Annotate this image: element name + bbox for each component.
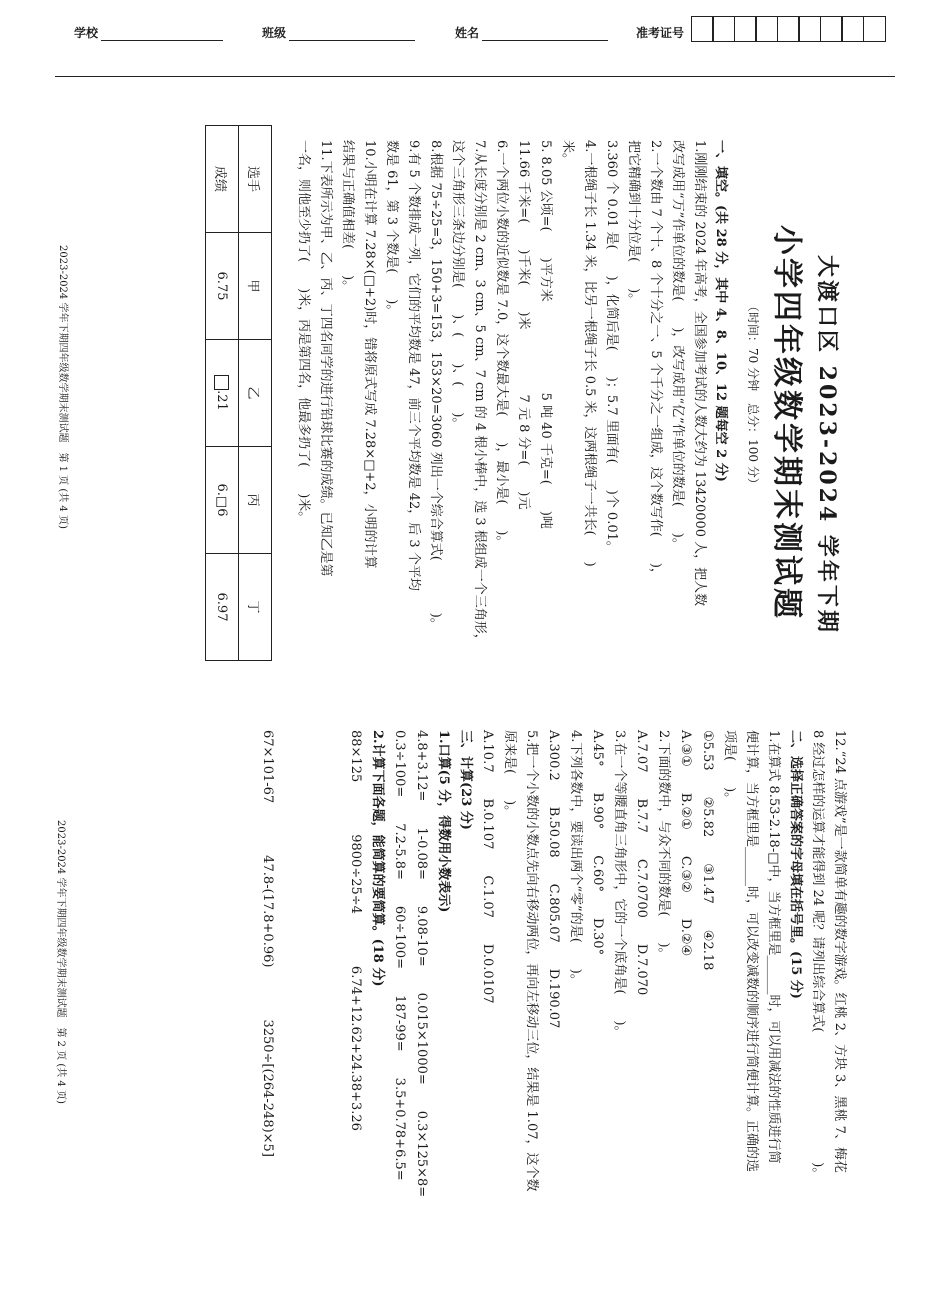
question-line: 4.下列各数中，要读出两个“零”的是( )。 bbox=[568, 730, 583, 987]
table-cell: 6.□6 bbox=[206, 447, 239, 554]
exam-no-box[interactable] bbox=[712, 16, 735, 42]
page-2-questions bbox=[256, 730, 850, 1197]
question-line: 便计算，当方框里是______时，可以改变减数的顺序进行简便计算。正确的选 bbox=[744, 730, 759, 1173]
table-cell: 丙 bbox=[239, 447, 272, 554]
question-line: 1.刚刚结束的 2024 年高考，全国参加考试的人数大约为 13420000 人，把人数 bbox=[692, 140, 707, 607]
table-cell: 选手 bbox=[239, 126, 272, 233]
question-line: 米。 bbox=[560, 140, 575, 167]
table-cell: 6.75 bbox=[206, 233, 239, 340]
school-blank[interactable] bbox=[101, 26, 223, 41]
question-line: 9.有 5 个数排成一列，它们的平均数是 47，前三个平均数是 42，后 3 个平均 bbox=[406, 140, 421, 591]
blank-box bbox=[215, 375, 230, 390]
exam-no-box[interactable] bbox=[777, 16, 800, 42]
exam-no-box[interactable] bbox=[798, 16, 821, 42]
question-line: 这个三角形三条边分别是( )、( )、( )。 bbox=[450, 140, 465, 431]
question-line: 原来是( )。 bbox=[502, 730, 517, 819]
class-label: 班级 bbox=[262, 26, 287, 40]
mental-math-line: 4.8+3.12= 1-0.08= 9.08-10= 0.015×1000= 0.3×125×8= bbox=[414, 730, 429, 1198]
question-line: 8.根据 75÷25=3，150+3=153，153×20=3060 列出一个综合算式( )。 bbox=[428, 140, 443, 631]
question-line: 8 经过怎样的运算才能得到 24 呢？请列出综合算式( )。 bbox=[810, 730, 825, 1181]
question-line: 5.把一个小数的小数点先向右移动两位，再向左移动三位，结果是 1.07，这个数 bbox=[524, 730, 539, 1192]
question-line: 5. 8.05 公顷=( )平方米 5 吨 40 千克=( )吨 bbox=[538, 140, 553, 529]
exam-page-2 bbox=[50, 700, 860, 1260]
answer-sheet-header bbox=[0, 0, 950, 60]
blank-space bbox=[322, 730, 344, 1197]
question-line: 项是( )。 bbox=[722, 730, 737, 806]
shot-put-score-table bbox=[205, 125, 272, 661]
question-line: 结果与正确值相差( )。 bbox=[340, 140, 355, 294]
table-cell: 成绩 bbox=[206, 126, 239, 233]
exam-no-box[interactable] bbox=[691, 16, 714, 42]
exam-meta: （时间：70 分钟 总分：100 分） bbox=[746, 300, 760, 490]
option-line: ①5.53 ②5.82 ③1.47 ④2.18 bbox=[700, 730, 715, 971]
option-line: A.7.07 B.7.7 C.7.0700 D.7.070 bbox=[634, 730, 649, 996]
blank-space bbox=[278, 730, 300, 1197]
exam-no-box[interactable] bbox=[820, 16, 843, 42]
question-line: 把它精确到十分位是( )。 bbox=[626, 140, 641, 307]
exam-no-label: 准考证号 bbox=[636, 26, 685, 40]
table-cell: 6.97 bbox=[206, 554, 239, 661]
question-line: 改写成用“万”作单位的数是( )，改写成用“亿”作单位的数是( )。 bbox=[670, 140, 685, 551]
page-footer: 2023-2024 学年下期四年级数学期末测试题 第 1 页 (共 4 页) bbox=[57, 245, 68, 529]
class-blank[interactable] bbox=[289, 26, 415, 41]
question-line: 12.“24 点游戏”是一款简单有趣的数字游戏。红桃 2、方块 3、黑桃 7、梅花 bbox=[832, 730, 847, 1173]
section-3-title: 三、计算(23 分) bbox=[458, 730, 473, 830]
name-label: 姓名 bbox=[455, 26, 480, 40]
header-divider bbox=[55, 76, 895, 77]
option-line: A.③① B.②① C.③② D.②④ bbox=[678, 730, 693, 957]
school-field[interactable] bbox=[74, 24, 223, 41]
table-cell: 乙 bbox=[239, 340, 272, 447]
question-line: 7.从长度分别是 2 cm、3 cm、5 cm、7 cm 的 4 根小棒中，选 3 根组成一个三角形， bbox=[472, 140, 487, 647]
section-2-title: 二、选择正确答案的字母填在括号里。(15 分) bbox=[788, 730, 803, 999]
school-label: 学校 bbox=[74, 26, 99, 40]
exam-no-box[interactable] bbox=[841, 16, 864, 42]
question-line: 2.计算下面各题，能简算的要简算。(18 分) bbox=[370, 730, 385, 987]
question-line: 2.一个数由 7 个十、8 个十分之一、5 个千分之一组成，这个数写作( )， bbox=[648, 140, 663, 581]
question-line: 3.在一个等腰直角三角形中，它的一个底角是( )。 bbox=[612, 730, 627, 1039]
mental-math-line: 0.3÷100= 7.2-5.8= 60÷100= 187-99= 3.5+0.78+6.5= bbox=[392, 730, 407, 1181]
question-line: 一名，则他至少扔了( )米，丙是第四名，他最多扔了( )米。 bbox=[296, 140, 311, 525]
question-line: 10.小明在计算 7.28×(□+2)时，错将原式写成 7.28×□+2，小明的计算 bbox=[362, 140, 377, 569]
calc-line: 88×125 9800÷25÷4 6.74+12.62+24.38+3.26 bbox=[348, 730, 363, 1131]
district-title: 大渡口区 2023-2024 学年下期 bbox=[814, 255, 840, 635]
question-line: 4.一根绳子长 1.34 米，比另一根绳子长 0.5 米，这两根绳子一共长( ) bbox=[582, 140, 597, 567]
question-line: 11.下表所示为甲、乙、丙、丁四名同学的进行铅球比赛的成绩。已知乙是第 bbox=[318, 140, 333, 577]
table-row bbox=[206, 126, 239, 661]
exam-no-box[interactable] bbox=[863, 16, 886, 42]
exam-no-box[interactable] bbox=[734, 16, 757, 42]
question-line: 1.口算(5 分，得数用小数表示) bbox=[436, 730, 451, 913]
question-line: 11.66 千米=( )千米( )米 7 元 8 分=( )元 bbox=[516, 140, 531, 510]
option-line: A.45° B.90° C.60° D.30° bbox=[590, 730, 605, 956]
option-line: A.300.2 B.50.08 C.805.07 D.190.07 bbox=[546, 730, 561, 1029]
exam-no-boxes[interactable] bbox=[692, 16, 886, 42]
table-row bbox=[239, 126, 272, 661]
question-line: 1.在算式 8.53-2.18-□中，当方框里是______时，可以用减法的性质进行简 bbox=[766, 730, 781, 1164]
name-blank[interactable] bbox=[482, 26, 608, 41]
calc-line: 67×101-67 47.8-(17.8+0.96) 3250÷[(264-248)×5] bbox=[260, 730, 275, 1157]
section-1-title: 一、填空。(共 28 分，其中 4、8、10、12 题每空 2 分) bbox=[713, 140, 728, 482]
section-1-questions bbox=[292, 140, 710, 647]
question-line: 2.下面的数中，与众不同的数是( )。 bbox=[656, 730, 671, 961]
table-cell: 丁 bbox=[239, 554, 272, 661]
blank-space bbox=[300, 730, 322, 1197]
question-line: 数是 61，第 3 个数是( )。 bbox=[384, 140, 399, 318]
exam-no-box[interactable] bbox=[755, 16, 778, 42]
page-footer: 2023-2024 学年下期四年级数学期末测试题 第 2 页 (共 4 页) bbox=[55, 820, 66, 1104]
score-value: .21 bbox=[214, 390, 230, 411]
class-field[interactable] bbox=[262, 24, 415, 41]
question-line: 3.360 个 0.01 是( )，化简后是( )；5.7 里面有( )个 0.01。 bbox=[604, 140, 619, 554]
exam-title: 小学四年级数学期末测试题 bbox=[769, 225, 804, 621]
table-cell: 甲 bbox=[239, 233, 272, 340]
table-cell bbox=[206, 340, 239, 447]
option-line: A.10.7 B.0.107 C.1.07 D.0.0107 bbox=[480, 730, 495, 1004]
name-field[interactable] bbox=[455, 24, 608, 41]
question-line: 6.一个两位小数的近似数是 7.0，这个数最大是( )，最小是( )。 bbox=[494, 140, 509, 549]
